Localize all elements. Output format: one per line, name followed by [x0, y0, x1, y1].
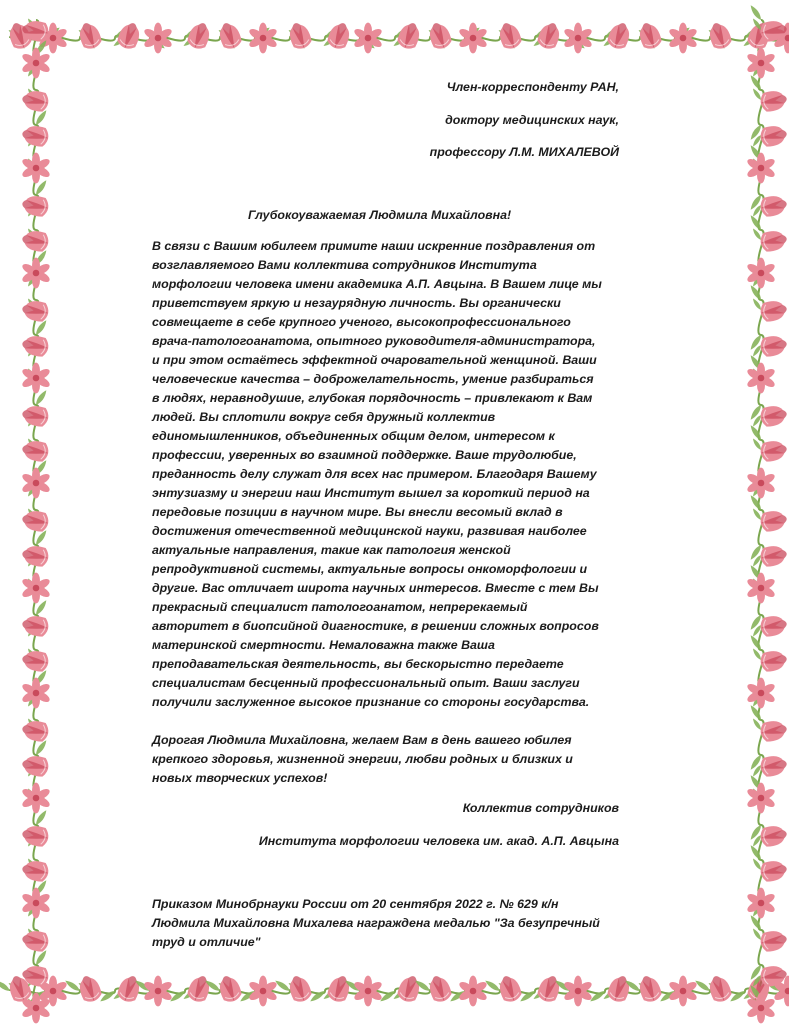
body-line: и при этом остаётесь эффектной очаровательной женщиной. Ваши	[152, 353, 597, 367]
body-line: специалистам бесценный профессиональный опыт. Ваши заслуги	[152, 676, 580, 690]
body-line: врача-патологоанатома, опытного руководителя-администратора,	[152, 334, 596, 348]
body-line: людей. Вы сплотили вокруг себя дружный коллектив	[152, 410, 496, 424]
body-line: человеческие качества – доброжелательность, умение разбираться	[152, 372, 594, 386]
body-line: преподавательская деятельность, вы бескорыстно передаете	[152, 657, 564, 671]
recipient-line-1: Член-корреспонденту РАН,	[446, 80, 619, 94]
body-line: другие. Вас отличает широта научных интересов. Вместе с тем Вы	[152, 581, 599, 595]
body-line: репродуктивной системы, актуальные вопросы онкоморфологии и	[152, 562, 588, 576]
body-line: актуальные направления, такие как патология женской	[152, 543, 511, 557]
body-line: прекрасный специалист патологоанатом, непререкаемый	[152, 600, 528, 614]
body-line: приветствуем яркую и незаурядную личность. Вы органически	[152, 296, 561, 310]
body-line: достижения отечественной медицинской науки, развивая наиболее	[152, 524, 587, 538]
body-line: новых творческих успехов!	[152, 771, 328, 785]
footnote-line: Приказом Минобрнауки России от 20 сентября 2022 г. № 629 к/н	[152, 897, 559, 911]
body-line: крепкого здоровья, жизненной энергии, любви родных и близких и	[152, 752, 573, 766]
body-line: единомышленников, объединенных общим делом, интересом к	[152, 429, 555, 443]
body-line: получили заслуженное высокое признание со стороны государства.	[152, 695, 590, 709]
footnote-line: труд и отличие"	[152, 935, 261, 949]
body-line: совмещаете в себе крупного ученого, высокопрофессионального	[152, 315, 571, 329]
body-line: в людях, неравнодушие, глубокая порядочность – привлекают к Вам	[152, 391, 593, 405]
recipient-line-2: доктору медицинских наук,	[445, 113, 619, 127]
footnote-line: Людмила Михайловна Михалева награждена медалью "За безупречный	[152, 916, 600, 930]
body-line: возглавляемого Вами коллектива сотрудников Института	[152, 258, 537, 272]
body-line: В связи с Вашим юбилеем примите наши искренние поздравления от	[152, 239, 596, 253]
body-line: материнской смертности. Немаловажна также Ваша	[152, 638, 495, 652]
body-line: передовые позиции в научном мире. Вы внесли весомый вклад в	[152, 505, 563, 519]
signature-line-2: Института морфологии человека им. акад. А.П. Авцына	[258, 834, 619, 848]
salutation: Глубокоуважаемая Людмила Михайловна!	[248, 208, 512, 222]
body-line: авторитет в биопсийной диагностике, в решении сложных вопросов	[152, 619, 599, 633]
body-line: энтузиазму и энергии наш Институт вышел за короткий период на	[152, 486, 590, 500]
body-line: преданность делу служат для всех нас примером. Благодаря Вашему	[152, 467, 597, 481]
recipient-line-3: профессору Л.М. МИХАЛЕВОЙ	[429, 145, 619, 159]
body-line: профессии, уверенных во взаимной поддержке. Ваше трудолюбие,	[152, 448, 577, 462]
signature-line-1: Коллектив сотрудников	[462, 801, 619, 815]
body-line: Дорогая Людмила Михайловна, желаем Вам в день вашего юбилея	[152, 733, 572, 747]
body-line: морфологии человека имени академика А.П. Авцына. В Вашем лице мы	[152, 277, 602, 291]
